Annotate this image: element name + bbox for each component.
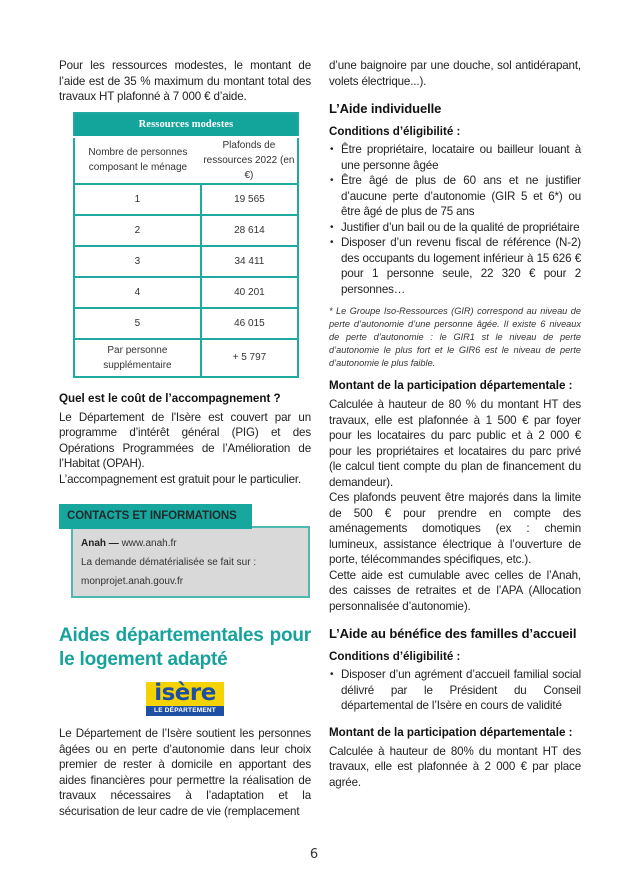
cell-ceiling: 46 015	[201, 308, 298, 339]
table-row	[74, 184, 298, 215]
individual-conditions-list	[329, 142, 581, 297]
table-header-row	[74, 137, 298, 184]
contacts-title: CONTACTS ET INFORMATIONS	[59, 504, 252, 529]
gir-footnote: * Le Groupe Iso-Ressources (GIR) correspond au niveau de perte d’autonomie d’une personne âgée. Il existe 6 niveaux de perte d’autonomie : le GIR1 st le niveau de perte d’autonomie le plus fort et le GIR6 est le niveau de perte d’autonomie le plus faible.	[329, 306, 581, 368]
list-item: • Justifier d’un bail ou de la qualité de propriétaire	[329, 220, 581, 236]
individual-amount-heading: Montant de la participation départementale :	[329, 379, 573, 392]
section-title	[59, 624, 311, 672]
family-aid-heading: L’Aide au bénéfice des familles d’accueil	[329, 626, 577, 641]
anah-dash: —	[106, 538, 122, 549]
section-title-line1: Aides départementales pour	[59, 625, 311, 646]
cell-persons: Par personne supplémentaire	[74, 339, 201, 377]
resources-table	[73, 112, 299, 378]
table-row	[74, 308, 298, 339]
list-item: • Être propriétaire, locataire ou bailleur louant à une personne âgée	[329, 142, 581, 173]
cell-persons: 5	[74, 308, 201, 339]
cost-free-paragraph: L’accompagnement est gratuit pour le particulier.	[59, 472, 302, 486]
cell-ceiling: 28 614	[201, 215, 298, 246]
anah-org: Anah	[81, 538, 106, 549]
individual-conditions-heading: Conditions d’éligibilité :	[329, 125, 461, 138]
list-item: • Disposer d’un agrément d’accueil familial social délivré par le Président du Conseil départemental de l’Isère en cours de validité	[329, 667, 581, 714]
table-row	[74, 277, 298, 308]
cell-persons: 3	[74, 246, 201, 277]
cell-ceiling: 19 565	[201, 184, 298, 215]
family-conditions-heading: Conditions d’éligibilité :	[329, 650, 461, 663]
intro-paragraph: Pour les ressources modestes, le montant de l’aide est de 35 % maximum du montant total des travaux HT plafonné à 7 000 € d’aide.	[59, 59, 311, 103]
page-number: 6	[309, 847, 319, 862]
section-intro-paragraph: Le Département de l’Isère soutient les personnes âgées ou en perte d’autonomie dans leur choix premier de rester à domicile en apportant des aides financières pour permettre la réalisation de travaux nécessaires à l’adaptation et la sécurisation de leur cadre de vie (remplacement	[59, 727, 311, 818]
online-label: La demande dématérialisée se fait sur :	[81, 557, 257, 568]
anah-website-link[interactable]: www.anah.fr	[121, 538, 177, 549]
cell-ceiling: 40 201	[201, 277, 298, 308]
header-persons: Nombre de personnes composant le ménage	[74, 137, 201, 184]
cell-persons: 1	[74, 184, 201, 215]
table-row	[74, 215, 298, 246]
online-url-link[interactable]: monprojet.anah.gouv.fr	[81, 576, 184, 587]
cell-ceiling: 34 411	[201, 246, 298, 277]
isere-logo	[146, 682, 224, 718]
cell-persons: 4	[74, 277, 201, 308]
list-item: • Disposer d’un revenu fiscal de référence (N-2) des occupants du logement inférieur à 15 626 € pour 1 personne seule, 22 320 € pour 2 personnes…	[329, 235, 581, 297]
list-item: • Être âgé de plus de 60 ans et ne justifier d’aucune perte d’autonomie (GIR 5 et 6*) ou être âgé de plus de 75 ans	[329, 173, 581, 220]
logo-wordmark: isère	[146, 682, 224, 706]
cell-persons: 2	[74, 215, 201, 246]
section-title-line2: le logement adapté	[59, 649, 228, 670]
anah-line	[81, 534, 300, 553]
individual-amount-text-2: Ces plafonds peuvent être majorés dans la limite de 500 € pour prendre en compte des aménagements domotiques (ex : chemin lumineux, assistance électrique à l’ouverture de porte, télécommandes spécifiques, etc.).	[329, 491, 581, 566]
family-amount-heading: Montant de la participation départementale :	[329, 725, 573, 739]
logo-subtitle: LE DÉPARTEMENT	[146, 706, 224, 716]
right-column	[329, 58, 581, 790]
contacts-content	[71, 526, 310, 598]
table-row	[74, 246, 298, 277]
family-conditions-list	[329, 667, 581, 714]
individual-aid-heading: L’Aide individuelle	[329, 101, 442, 116]
contacts-box	[59, 504, 311, 598]
continuation-paragraph: d’une baignoire par une douche, sol antidérapant, volets électrique...).	[329, 59, 581, 88]
table-row	[74, 339, 298, 377]
individual-amount-text-3: Cette aide est cumulable avec celles de l’Anah, des caisses de retraites et de l’APA (Allocation personnalisée d’autonomie).	[329, 568, 581, 613]
cost-paragraph: Le Département de l'Isère est couvert par un programme d’intérêt général (PIG) et des Opérations Programmées de l’Amélioration de l’Habitat (OPAH).	[59, 410, 311, 470]
individual-amount-text-1: Calculée à hauteur de 80 % du montant HT des travaux, elle est plafonnée à 1 500 € par foyer pour les locataires du parc public et à 2 000 € pour les propriétaires et locataires du parc privé (le calcul tient compte du plan de financement du demandeur).	[329, 398, 581, 489]
table-title: Ressources modestes	[74, 113, 298, 137]
header-ceiling: Plafonds de ressources 2022 (en €)	[201, 137, 298, 184]
left-column	[59, 58, 311, 819]
family-amount-text: Calculée à hauteur de 80% du montant HT des travaux, elle est plafonnée à 2 000 € par place agrée.	[329, 744, 581, 789]
cell-ceiling: + 5 797	[201, 339, 298, 377]
cost-question-heading: Quel est le coût de l’accompagnement ?	[59, 391, 281, 405]
